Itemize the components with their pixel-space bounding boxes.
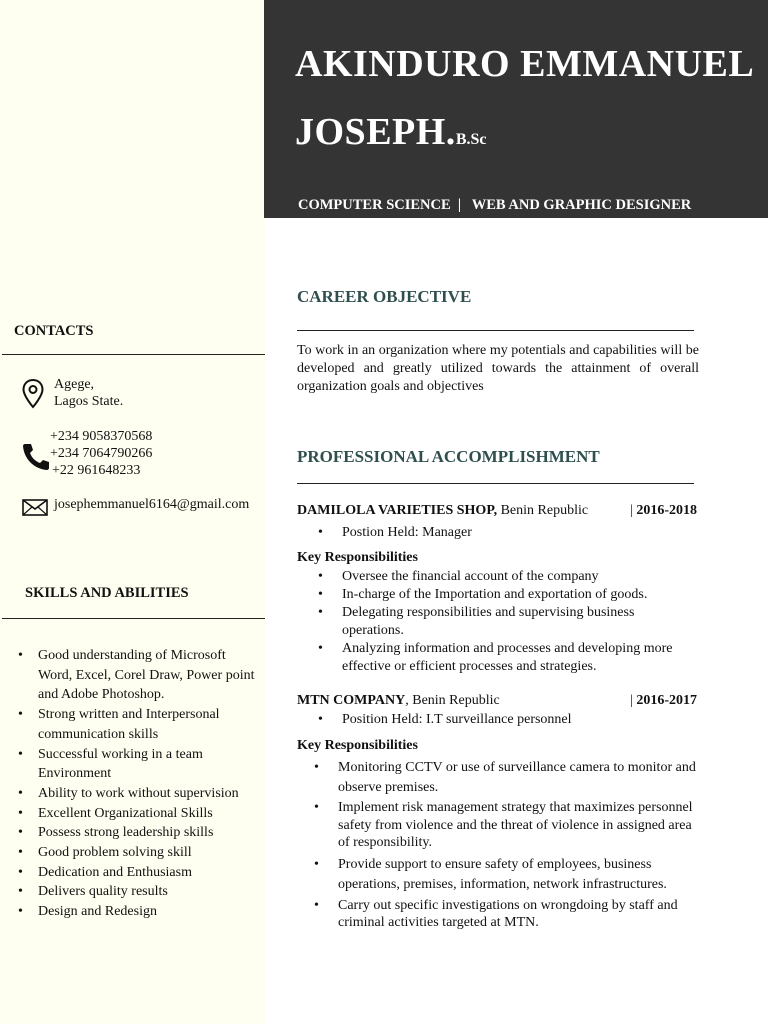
name-line-2	[295, 110, 486, 154]
name-surname: JOSEPH.	[295, 111, 456, 153]
key-responsibilities-label: Key Responsibilities	[297, 550, 418, 565]
responsibility-item: • Carry out specific investigations on wrongdoing by staff and criminal activities targeted at MTN.	[314, 897, 696, 932]
position-list	[318, 524, 698, 542]
email-link[interactable]: josephemmanuel6164@gmail.com	[54, 497, 250, 512]
accomplishment-divider	[297, 483, 694, 484]
responsibility-item: • Analyzing information and processes and developing more effective or efficient processes and strategies.	[318, 640, 683, 676]
skill-item: • Possess strong leadership skills	[18, 823, 263, 843]
responsibilities-list	[314, 758, 696, 932]
responsibility-item: • In-charge of the Importation and exportation of goods.	[318, 586, 683, 604]
responsibility-item: • Implement risk management strategy that maximizes personnel safety from violence and the threat of violence in assigned area of responsibility.	[314, 799, 696, 852]
phone-icon	[21, 441, 51, 471]
responsibility-item: • Oversee the financial account of the company	[318, 568, 683, 586]
phone-numbers	[50, 428, 152, 479]
skill-item: • Ability to work without supervision	[18, 784, 263, 804]
skill-item: • Successful working in a team Environment	[18, 745, 263, 784]
skills-divider	[2, 618, 265, 619]
location-icon	[21, 378, 45, 410]
address-line-2: Lagos State.	[54, 394, 124, 409]
years-value: 2016-2018	[636, 503, 697, 518]
company-location: , Benin Republic	[405, 693, 500, 708]
skill-item: • Delivers quality results	[18, 882, 263, 902]
career-objective-text: To work in an organization where my potentials and capabilities will be developed and greatly utilized towards the attainment of overall organization goals and objectives	[297, 343, 699, 394]
responsibility-item: • Monitoring CCTV or use of surveillance camera to monitor and observe premises.	[314, 758, 696, 798]
phone-number-2[interactable]: +234 7064790266	[50, 446, 153, 461]
responsibility-item: • Delegating responsibilities and supervising business operations.	[318, 604, 683, 640]
position-list	[318, 711, 698, 729]
phone-number-3[interactable]: +22 961648233	[52, 463, 141, 478]
address	[54, 376, 123, 410]
job-header	[297, 693, 697, 709]
years-pipe: |	[630, 693, 637, 708]
degree: B.Sc	[455, 131, 487, 148]
key-responsibilities-label: Key Responsibilities	[297, 738, 418, 753]
mail-icon	[22, 499, 48, 516]
years-value: 2016-2017	[636, 693, 697, 708]
company-name: DAMILOLA VARIETIES SHOP,	[297, 503, 498, 518]
address-line-1: Agege,	[54, 377, 95, 392]
phone-number-1[interactable]: +234 9058370568	[50, 429, 153, 444]
position-held: • Postion Held: Manager	[318, 524, 698, 542]
skill-item: • Excellent Organizational Skills	[18, 804, 263, 824]
header-banner	[264, 0, 768, 218]
company-location: Benin Republic	[497, 503, 589, 518]
accomplishment-title: PROFESSIONAL ACCOMPLISHMENT	[297, 447, 600, 466]
name-line-1: AKINDURO EMMANUEL	[295, 43, 755, 85]
skill-item: • Design and Redesign	[18, 902, 263, 922]
skill-item: • Dedication and Enthusiasm	[18, 863, 263, 883]
skill-item: • Strong written and Interpersonal communication skills	[18, 705, 263, 744]
position-held: • Position Held: I.T surveillance personnel	[318, 711, 698, 729]
contacts-title: CONTACTS	[14, 323, 94, 339]
skill-item: • Good understanding of Microsoft Word, Excel, Corel Draw, Power point and Adobe Photoshop.	[18, 646, 263, 705]
responsibilities-list	[318, 568, 683, 676]
years-pipe: |	[630, 503, 637, 518]
responsibility-item: • Provide support to ensure safety of employees, business operations, premises, information, network infrastructures.	[314, 855, 696, 895]
skill-item: • Good problem solving skill	[18, 843, 263, 863]
company-name: MTN COMPANY	[297, 693, 406, 708]
job-header	[297, 503, 697, 519]
job-years	[630, 693, 697, 709]
profession-subtitle: COMPUTER SCIENCE | WEB AND GRAPHIC DESIGNER	[298, 197, 692, 213]
skills-list	[18, 646, 263, 922]
skills-title: SKILLS AND ABILITIES	[25, 585, 189, 601]
career-divider	[297, 330, 694, 331]
contacts-divider	[2, 354, 265, 355]
job-years	[630, 503, 697, 519]
career-objective-title: CAREER OBJECTIVE	[297, 287, 472, 306]
